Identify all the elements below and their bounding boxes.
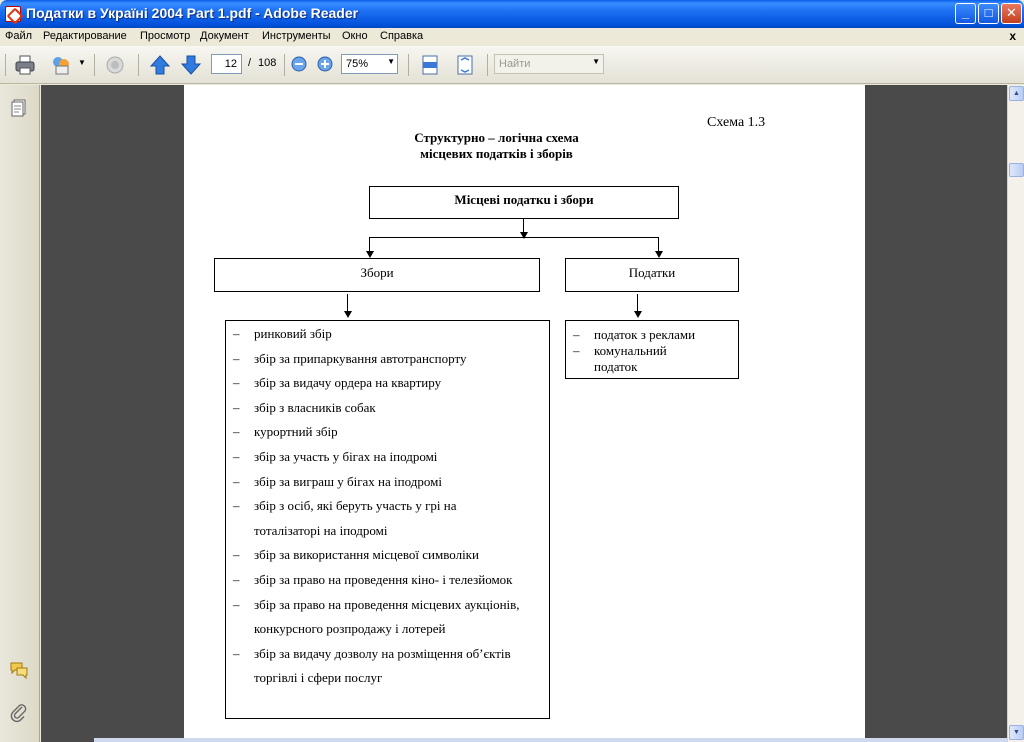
list-item: – збір за видачу ордера на квартиру bbox=[233, 375, 442, 391]
list-item-continuation: конкурсного розпродажу і лотерей bbox=[254, 621, 446, 637]
zoom-in-icon[interactable] bbox=[316, 55, 334, 73]
toolbar-grip bbox=[5, 54, 6, 76]
list-item: – збір за участь у бігах на іподромі bbox=[233, 448, 438, 464]
list-item: – збір з власників собак bbox=[233, 399, 376, 415]
list-item: – збір за виграш у бігах на іподромі bbox=[233, 473, 442, 489]
document-close-icon[interactable]: x bbox=[1009, 29, 1016, 43]
scroll-up-arrow[interactable]: ▲ bbox=[1009, 86, 1024, 101]
arrow-head bbox=[655, 251, 663, 258]
attachments-icon[interactable] bbox=[9, 703, 29, 723]
share-dropdown-icon[interactable]: ▼ bbox=[78, 58, 86, 67]
list-item: – збір за припаркування автотранспорту bbox=[233, 350, 467, 366]
arrow-head bbox=[366, 251, 374, 258]
find-placeholder: Найти bbox=[499, 58, 531, 70]
page-number-input[interactable]: 12 bbox=[211, 54, 242, 74]
list-item-continuation: тоталізаторі на іподромі bbox=[254, 522, 388, 538]
fees-box bbox=[214, 258, 540, 292]
window-title: Податки в Україні 2004 Part 1.pdf - Adobe Reader bbox=[26, 5, 359, 21]
list-item: – податок з реклами bbox=[573, 327, 696, 342]
zoom-select[interactable] bbox=[341, 54, 398, 74]
comments-icon[interactable] bbox=[9, 660, 29, 680]
scheme-label: Схема 1.3 bbox=[707, 115, 766, 130]
navigation-panel bbox=[0, 85, 40, 742]
list-item: – збір за видачу дозволу на розміщення об’єктів bbox=[233, 645, 511, 661]
pages-icon[interactable] bbox=[9, 98, 29, 118]
list-item-continuation: податок bbox=[594, 359, 638, 374]
chevron-down-icon: ▼ bbox=[387, 57, 395, 66]
document-viewport[interactable] bbox=[41, 85, 1007, 742]
adobe-reader-icon bbox=[5, 6, 21, 22]
toolbar-separator bbox=[487, 54, 488, 76]
fit-page-icon[interactable] bbox=[454, 54, 476, 76]
menu-edit[interactable]: Редактирование bbox=[43, 30, 127, 42]
scroll-thumb[interactable] bbox=[1009, 163, 1024, 177]
menu-window[interactable]: Окно bbox=[342, 30, 368, 42]
connector-line bbox=[523, 219, 524, 233]
menu-document[interactable]: Документ bbox=[200, 30, 249, 42]
fit-width-icon[interactable] bbox=[419, 54, 441, 76]
horizontal-scrollbar[interactable] bbox=[94, 738, 1007, 742]
list-item: – ринковий збір bbox=[233, 326, 332, 341]
list-item: – збір за право на проведення місцевих аукціонів, bbox=[233, 596, 520, 612]
minimize-button[interactable]: _ bbox=[955, 3, 976, 24]
zoom-value: 75% bbox=[346, 58, 369, 70]
total-pages: 108 bbox=[258, 57, 277, 69]
page-down-icon[interactable] bbox=[180, 54, 202, 76]
root-box bbox=[369, 186, 679, 219]
fees-box-label: Збори bbox=[360, 265, 394, 280]
print-icon[interactable] bbox=[14, 54, 36, 76]
stamp-icon[interactable] bbox=[104, 54, 126, 76]
page-separator: / bbox=[248, 57, 252, 69]
list-item: – комунальний bbox=[573, 343, 667, 358]
root-box-label: Місцеві податкu і збори bbox=[454, 192, 594, 207]
scroll-down-arrow[interactable]: ▼ bbox=[1009, 725, 1024, 740]
menu-tools[interactable]: Инструменты bbox=[262, 30, 331, 42]
toolbar-separator bbox=[284, 54, 285, 76]
menu-help[interactable]: Справка bbox=[380, 30, 424, 42]
menu-file[interactable]: Файл bbox=[5, 30, 33, 42]
connector-line bbox=[369, 237, 370, 251]
maximize-button[interactable]: □ bbox=[978, 3, 999, 24]
pdf-page bbox=[184, 85, 865, 742]
vertical-scrollbar[interactable] bbox=[1007, 85, 1024, 742]
toolbar-separator bbox=[94, 54, 95, 76]
toolbar-separator bbox=[138, 54, 139, 76]
list-item-continuation: торгівлі і сфери послуг bbox=[254, 670, 383, 686]
find-input[interactable] bbox=[494, 54, 604, 74]
menu-view[interactable]: Просмотр bbox=[140, 30, 191, 42]
connector-line bbox=[369, 237, 658, 238]
title-bar bbox=[0, 0, 1024, 28]
taxes-box-label: Податки bbox=[628, 265, 676, 280]
menu-bar bbox=[0, 28, 1024, 46]
diagram-heading bbox=[184, 130, 809, 162]
close-button[interactable]: ✕ bbox=[1001, 3, 1022, 24]
taxes-list bbox=[565, 327, 739, 375]
heading-line-2: місцевих податків і зборів bbox=[420, 146, 573, 161]
connector-line bbox=[658, 237, 659, 251]
list-item: – збір з осіб, які беруть участь у грі на bbox=[233, 498, 457, 514]
fees-list bbox=[225, 322, 550, 691]
toolbar bbox=[0, 46, 1024, 84]
taxes-box bbox=[565, 258, 739, 292]
share-icon[interactable] bbox=[50, 54, 72, 76]
list-item: – збір за використання місцевої символіки bbox=[233, 547, 479, 563]
page-up-icon[interactable] bbox=[149, 54, 171, 76]
toolbar-separator bbox=[408, 54, 409, 76]
zoom-out-icon[interactable] bbox=[290, 55, 308, 73]
list-item: – курортний збір bbox=[233, 424, 338, 440]
chevron-down-icon[interactable]: ▼ bbox=[592, 57, 600, 66]
list-item: – збір за право на проведення кіно- і телезйомок bbox=[233, 571, 513, 587]
arrow-head bbox=[344, 311, 352, 318]
heading-line-1: Структурно – логічна схема bbox=[414, 130, 579, 145]
arrow-head bbox=[634, 311, 642, 318]
